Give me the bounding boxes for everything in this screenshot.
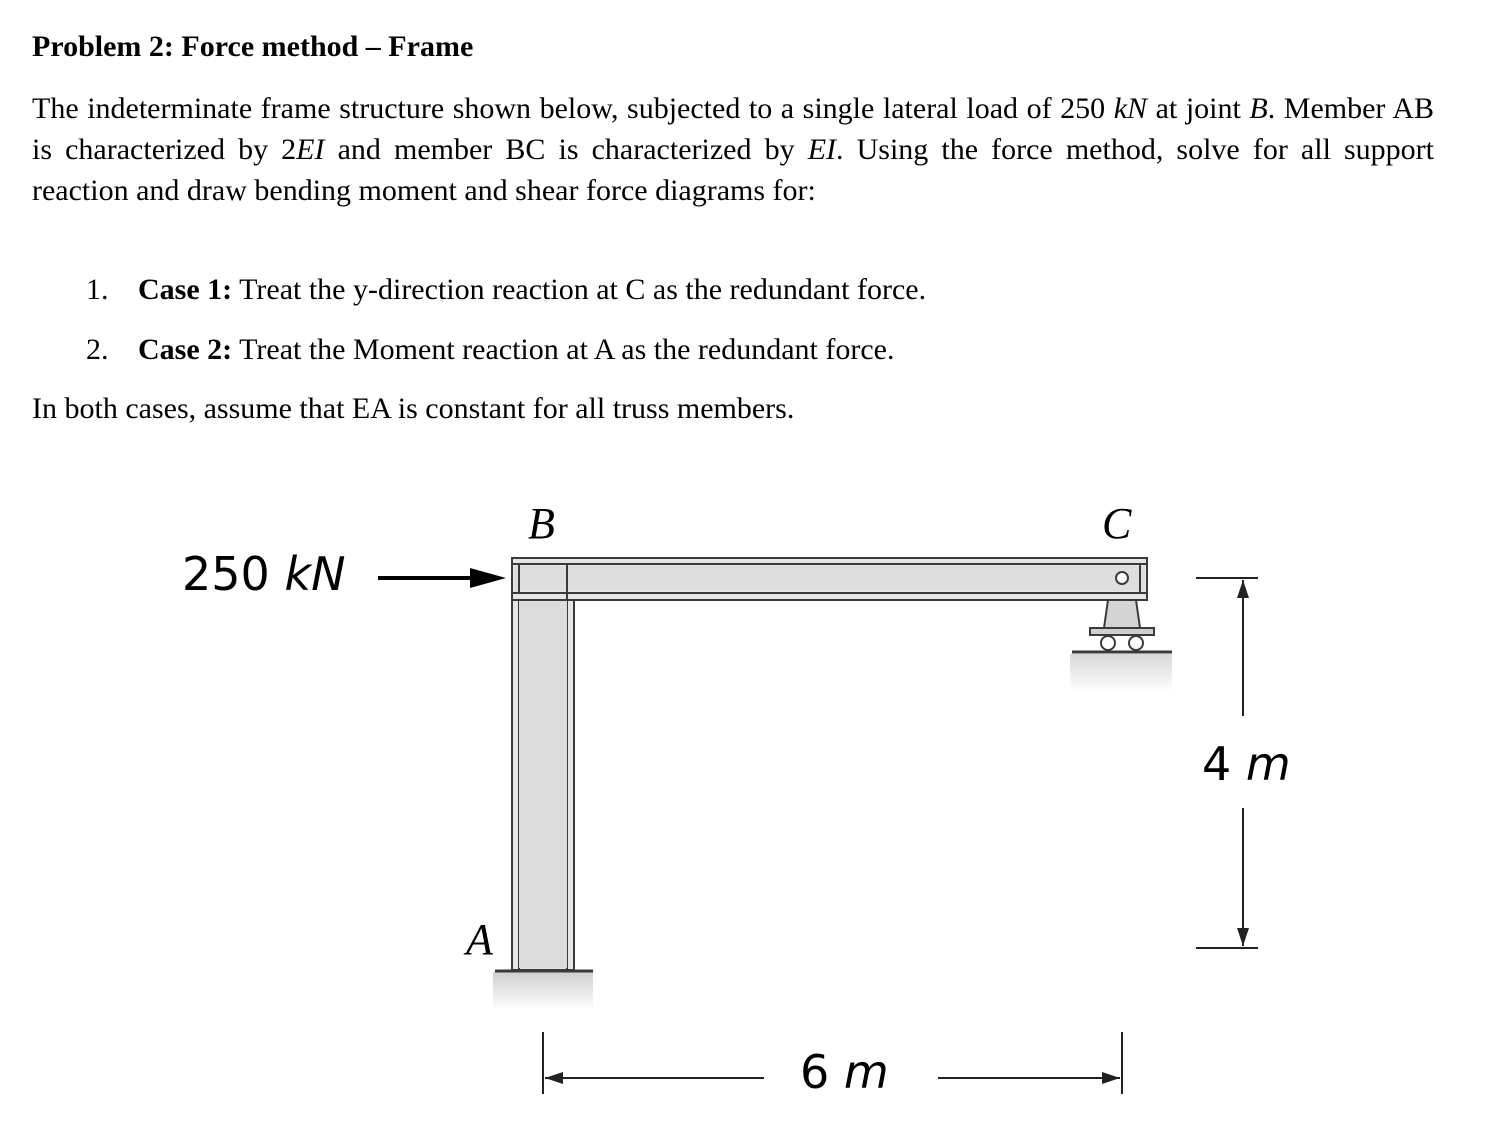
column-ab bbox=[512, 596, 574, 970]
assumption-note: In both cases, assume that EA is constant for all truss members. bbox=[32, 392, 795, 425]
joint-c-label: C bbox=[1102, 499, 1132, 548]
problem-title: Problem 2: Force method – Frame bbox=[32, 30, 474, 63]
case-2-item: 2. Case 2: Treat the Moment reaction at A as the redundant force. bbox=[86, 333, 895, 366]
height-label: 4 m bbox=[1202, 737, 1291, 791]
joint-a-label: A bbox=[466, 915, 493, 964]
joint-b-label: B bbox=[528, 499, 555, 548]
span-label: 6 m bbox=[800, 1045, 889, 1099]
load-arrow bbox=[378, 568, 506, 588]
fixed-support-ground bbox=[493, 972, 593, 1010]
beam-bc bbox=[512, 558, 1147, 600]
case-1-item: 1. Case 1: Treat the y-direction reaction at C as the redundant force. bbox=[86, 273, 927, 306]
problem-statement: The indeterminate frame structure shown below, subjected to a single lateral load of 250 kN at joint B. Member AB is characterized by 2EI and member BC is characterized by EI. Using the force method, solve for all support reaction and draw bending moment and shear force diagrams for: bbox=[32, 92, 1435, 207]
load-label: 250 kN bbox=[182, 547, 346, 601]
